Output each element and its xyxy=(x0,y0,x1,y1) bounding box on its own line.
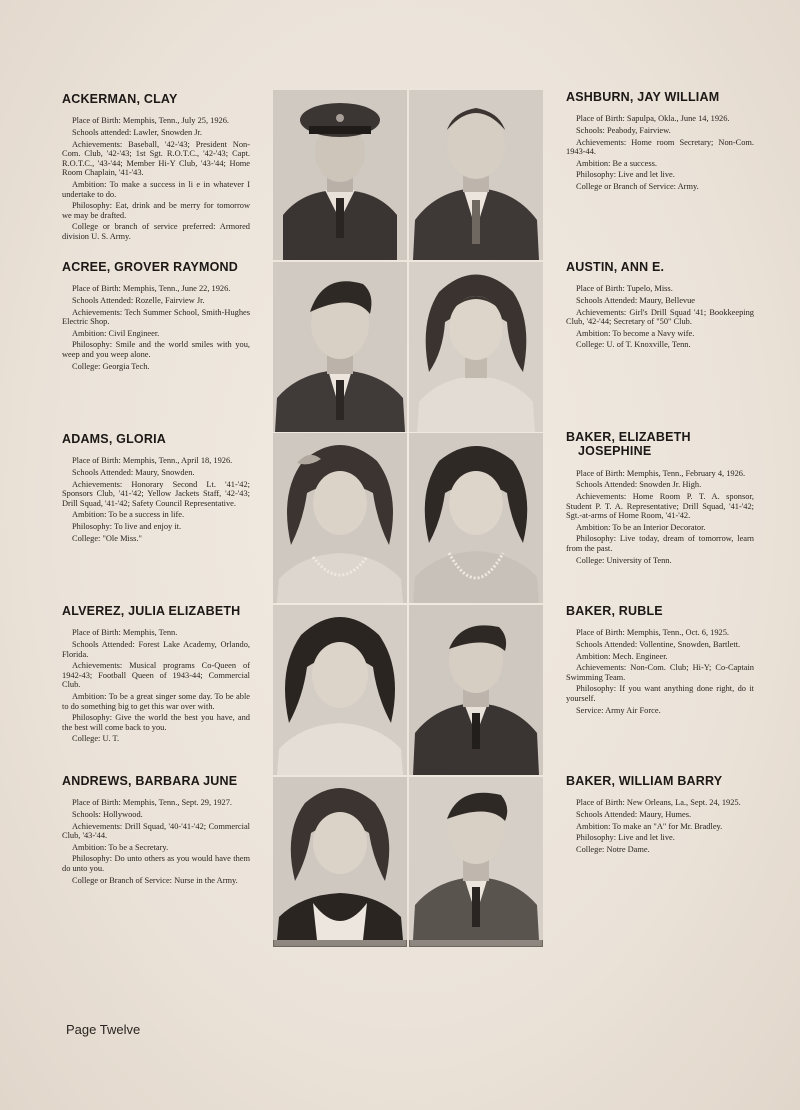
student-entry-baker-elizabeth xyxy=(566,430,754,567)
service-line: Service: Army Air Force. xyxy=(576,705,661,715)
student-entry-andrews xyxy=(62,774,250,887)
achievements-line: Achievements: Tech Summer School, Smith-Hughes Electric Shop. xyxy=(62,307,250,327)
student-entry-baker-ruble xyxy=(566,604,754,717)
schools-line: Schools attended: Lawler, Snowden Jr. xyxy=(72,127,202,137)
student-entry-acree xyxy=(62,260,250,373)
schools-line: Schools Attended: Snowden Jr. High. xyxy=(576,480,702,490)
philosophy-line: Philosophy: Do unto others as you would have them do unto you. xyxy=(62,854,250,873)
student-name: BAKER, WILLIAM BARRY xyxy=(566,774,723,788)
achievements-line: Achievements: Non-Com. Club; Hi-Y; Co-Captain Swimming Team. xyxy=(566,663,754,682)
ambition-line: Ambition: To become a Navy wife. xyxy=(576,328,695,338)
portrait-ashburn xyxy=(409,90,543,260)
achievements-line: Achievements: Drill Squad, '40-'41-'42; Commercial Club, '43-'44. xyxy=(62,821,250,841)
portrait-andrews xyxy=(273,777,407,947)
birth-line: Place of Birth: Memphis, Tenn., July 25, 1926. xyxy=(72,116,229,126)
birth-line: Place of Birth: Sapulpa, Okla., June 14, 1926. xyxy=(576,114,730,124)
portrait-ackerman xyxy=(273,90,407,260)
philosophy-line: Philosophy: Give the world the best you have, and the best will come back to you. xyxy=(62,713,250,732)
birth-line: Place of Birth: Memphis, Tenn., Sept. 29, 1927. xyxy=(72,798,232,808)
student-name: BAKER, RUBLE xyxy=(566,604,663,618)
student-entry-adams xyxy=(62,432,250,545)
student-name: AUSTIN, ANN E. xyxy=(566,260,665,274)
student-entry-ashburn xyxy=(566,90,754,194)
achievements-line: Achievements: Baseball, '42-'43; President Non-Com. Club, '42-'43; 1st Sgt. R.O.T.C., '42-'43; Capt. R.O.T.C., '43-'44; Member Hi-Y Club, '43-'44; Home Room Chaplain, '41-'43. xyxy=(62,139,250,178)
student-entry-alverez xyxy=(62,604,250,746)
ambition-line: Ambition: Be a success. xyxy=(576,158,657,168)
birth-line: Place of Birth: Memphis, Tenn., April 18, 1926. xyxy=(72,456,233,466)
student-name: ACREE, GROVER RAYMOND xyxy=(62,260,238,274)
college-line: College or Branch of Service: Army. xyxy=(576,181,699,191)
schools-line: Schools Attended: Rozelle, Fairview Jr. xyxy=(72,295,205,305)
achievements-line: Achievements: Home room Secretary; Non-Com. 1943-44. xyxy=(566,137,754,157)
schools-line: Schools: Hollywood. xyxy=(72,809,143,819)
student-name: ANDREWS, BARBARA JUNE xyxy=(62,774,238,788)
portrait-adams xyxy=(273,433,407,603)
college-line: College: U. T. xyxy=(72,734,120,744)
schools-line: Schools Attended: Maury, Humes. xyxy=(576,809,692,819)
philosophy-line: Philosophy: To live and enjoy it. xyxy=(72,521,182,531)
schools-line: Schools Attended: Maury, Snowden. xyxy=(72,467,195,477)
college-line: College: Georgia Tech. xyxy=(72,361,150,371)
student-entry-ackerman xyxy=(62,92,250,244)
achievements-line: Achievements: Honorary Second Lt. '41-'42; Sponsors Club, '41-'42; Yellow Jackets Staff, '42-'43; Drill Squad, '41-'42; Safety Council Representative. xyxy=(62,479,250,508)
philosophy-line: Philosophy: Smile and the world smiles with you, weep and you weep alone. xyxy=(62,340,250,359)
college-line: College: Notre Dame. xyxy=(576,844,650,854)
philosophy-line: Philosophy: Live today, dream of tomorrow, learn from the past. xyxy=(566,534,754,553)
ambition-line: Ambition: To make an "A" for Mr. Bradley. xyxy=(576,821,723,831)
portrait-austin xyxy=(409,262,543,432)
student-name: ACKERMAN, CLAY xyxy=(62,92,178,106)
birth-line: Place of Birth: Memphis, Tenn. xyxy=(72,628,178,638)
ambition-line: Ambition: To make a success in li e in whatever I undertake to do. xyxy=(62,179,250,199)
portrait-baker-elizabeth xyxy=(409,433,543,603)
student-name-second-line: JOSEPHINE xyxy=(578,444,652,459)
college-line: College or branch of service preferred: Armored division U. S. Army. xyxy=(62,222,250,241)
ambition-line: Ambition: Mech. Engineer. xyxy=(576,651,668,661)
birth-line: Place of Birth: Memphis, Tenn., June 22, 1926. xyxy=(72,284,231,294)
philosophy-line: Philosophy: Live and let live. xyxy=(576,833,675,843)
birth-line: Place of Birth: New Orleans, La., Sept. 24, 1925. xyxy=(576,798,741,808)
philosophy-line: Philosophy: If you want anything done right, do it yourself. xyxy=(566,684,754,703)
ambition-line: Ambition: To be a success in life. xyxy=(72,510,185,520)
birth-line: Place of Birth: Memphis, Tenn., February 4, 1926. xyxy=(576,468,746,478)
college-line: College: U. of T. Knoxville, Tenn. xyxy=(576,340,691,350)
birth-line: Place of Birth: Tupelo, Miss. xyxy=(576,284,673,294)
portrait-alverez xyxy=(273,605,407,775)
ambition-line: Ambition: To be a great singer some day. To be able to do something big to get this war over with. xyxy=(62,691,250,711)
achievements-line: Achievements: Musical programs Co-Queen of 1942-43; Football Queen of 1943-44; Commercial Club. xyxy=(62,661,250,690)
college-line: College: University of Tenn. xyxy=(576,555,672,565)
achievements-line: Achievements: Girl's Drill Squad '41; Bookkeeping Club, '42-'44; Secretary of "50" Club. xyxy=(566,307,754,327)
student-name: ALVEREZ, JULIA ELIZABETH xyxy=(62,604,241,618)
ambition-line: Ambition: To be an Interior Decorator. xyxy=(576,522,706,532)
student-entry-austin xyxy=(566,260,754,352)
student-name xyxy=(566,430,754,459)
portrait-baker-ruble xyxy=(409,605,543,775)
college-line: College or Branch of Service: Nurse in the Army. xyxy=(72,875,238,885)
schools-line: Schools: Peabody, Fairview. xyxy=(576,125,671,135)
ambition-line: Ambition: To be a Secretary. xyxy=(72,842,169,852)
ambition-line: Ambition: Civil Engineer. xyxy=(72,328,160,338)
schools-line: Schools Attended: Maury, Bellevue xyxy=(576,295,696,305)
philosophy-line: Philosophy: Eat, drink and be merry for tomorrow we may be drafted. xyxy=(62,201,250,220)
schools-line: Schools Attended: Forest Lake Academy, Orlando, Florida. xyxy=(62,639,250,659)
portrait-baker-william xyxy=(409,777,543,947)
birth-line: Place of Birth: Memphis, Tenn., Oct. 6, 1925. xyxy=(576,628,730,638)
philosophy-line: Philosophy: Live and let live. xyxy=(576,170,675,180)
schools-line: Schools Attended: Vollentine, Snowden, Bartlett. xyxy=(576,639,741,649)
student-name: ADAMS, GLORIA xyxy=(62,432,166,446)
college-line: College: "Ole Miss." xyxy=(72,533,142,543)
student-entry-baker-william xyxy=(566,774,754,856)
student-name-first-line: BAKER, ELIZABETH xyxy=(566,430,691,444)
portrait-acree xyxy=(273,262,407,432)
page-number-label: Page Twelve xyxy=(66,1022,141,1037)
student-name: ASHBURN, JAY WILLIAM xyxy=(566,90,720,104)
achievements-line: Achievements: Home Room P. T. A. sponsor, Student P. T. A. Representative; Drill Squad, '41-'42; Sgt.-at-arms of Home Room, '41-'42. xyxy=(566,491,754,521)
